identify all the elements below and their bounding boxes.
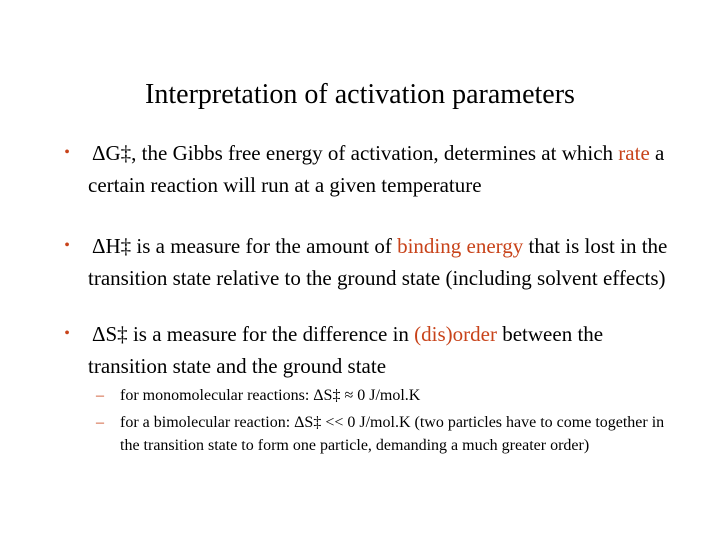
sub-bullet-text: for monomolecular reactions: ΔS‡ ≈ 0 J/mol.K — [120, 387, 421, 404]
bullet-delta-s — [64, 318, 668, 382]
bullet-delta-g — [64, 137, 668, 201]
bullet-text: is a measure for the difference in — [127, 322, 415, 346]
bullet-marker: • — [64, 237, 70, 254]
sub-bullet-text: for a bimolecular reaction: ΔS‡ << 0 J/mol.K (two particles have to come together in the transition state to form one particle, demanding a much greater order) — [120, 414, 665, 454]
highlight-binding-energy: binding energy — [397, 234, 524, 258]
sub-bullet-marker: – — [96, 387, 104, 404]
bullet-text: a certain reaction will run at a given temperature — [88, 141, 665, 197]
bullet-text: between the transition state and the ground state — [88, 322, 604, 378]
delta-h-symbol: ΔH‡ — [92, 234, 132, 258]
slide-title: Interpretation of activation parameters — [145, 79, 575, 110]
bullet-delta-h — [64, 230, 668, 294]
bullet-text: that is lost in the transition state relative to the ground state (including solvent effects) — [88, 234, 668, 290]
bullet-marker: • — [64, 325, 70, 342]
highlight-rate: rate — [618, 141, 650, 165]
bullet-text: is a measure for the amount of — [131, 234, 398, 258]
delta-s-symbol: ΔS‡ — [92, 322, 128, 346]
highlight-disorder: (dis)order — [414, 322, 497, 346]
sub-bullet-marker: – — [96, 414, 104, 431]
sub-bullet-bimolecular — [96, 411, 680, 457]
sub-bullet-monomolecular — [96, 384, 680, 407]
bullet-text: , the Gibbs free energy of activation, determines at which — [131, 141, 619, 165]
bullet-marker: • — [64, 144, 70, 161]
delta-g-symbol: ΔG‡ — [92, 141, 132, 165]
